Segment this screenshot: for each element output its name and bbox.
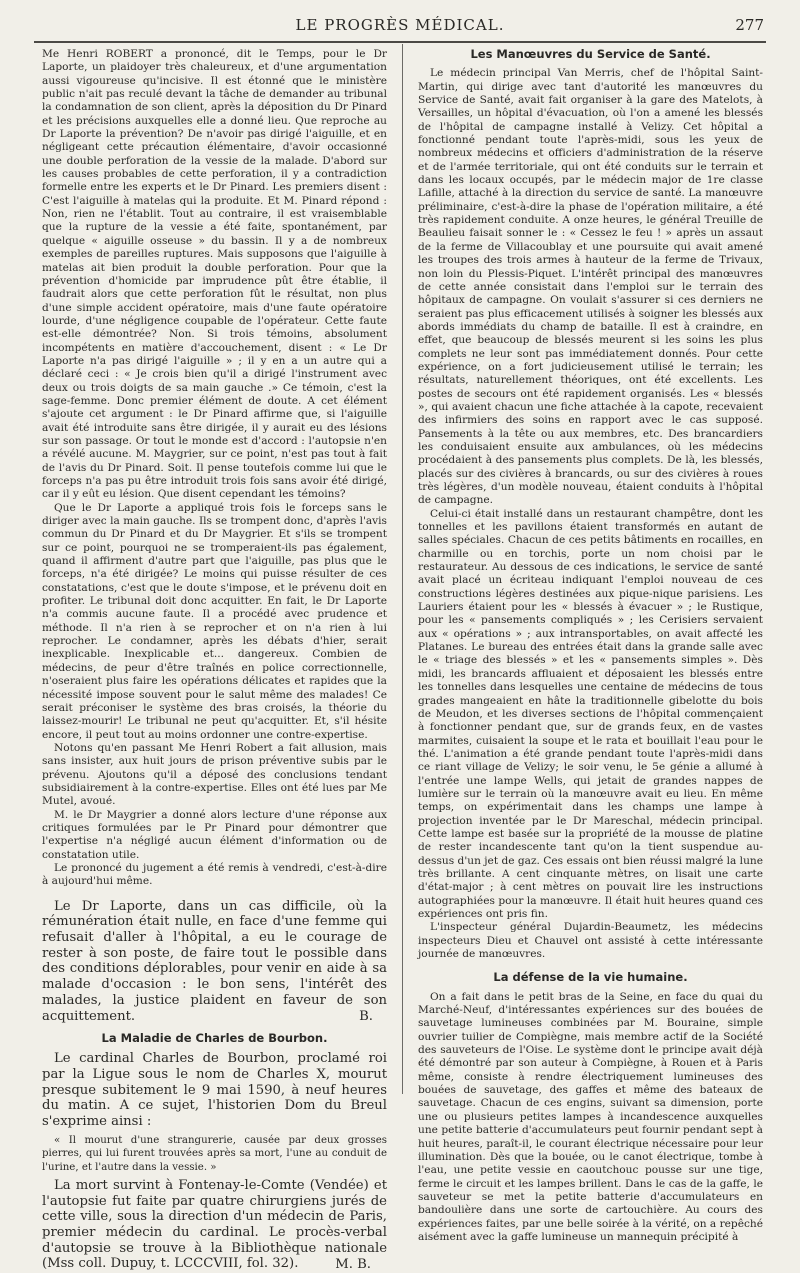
paragraph: Notons qu'en passant Me Henri Robert a fait allusion, mais sans insister, aux huit jours de prison préventive subis par le prévenu. Ajoutons qu'il a déposé des conclusions tendant subsidiairement à la contre-expertise. Elles ont été lues par Me Mutel, avoué. — [42, 741, 387, 808]
paragraph: Le cardinal Charles de Bourbon, proclamé roi par la Ligue sous le nom de Charles X, mourut presque subitement le 9 mai 1590, à neuf heures du matin. A ce sujet, l'historien Dom du Breul s'exprime ainsi : — [42, 1051, 387, 1130]
quotation: « Il mourut d'une strangurerie, causée par deux grosses pierres, qui lui furent trouvées après sa mort, l'une au conduit de l'urine, et l'autre dans la vessie. » — [42, 1134, 387, 1173]
journal-title: LE PROGRÈS MÉDICAL. — [295, 16, 505, 34]
header-rule — [34, 41, 766, 43]
section-heading: La Maladie de Charles de Bourbon. — [101, 1030, 328, 1045]
page-header — [30, 12, 770, 42]
paragraph: M. le Dr Maygrier a donné alors lecture d'une réponse aux critiques formulées par le Pr Pinard pour démontrer que l'expertise n'a négligé aucun élément d'information ou de constatation utile. — [42, 808, 387, 861]
paragraph: Le prononcé du jugement a été remis à vendredi, c'est-à-dire à aujourd'hui même. — [42, 861, 387, 888]
page-number: 277 — [735, 16, 764, 34]
conclusion-paragraph: Le Dr Laporte, dans un cas difficile, où la rémunération était nulle, en face d'une femme qui refusait d'aller à l'hôpital, a eu le courage de rester à son poste, de faire tout le possible dans des conditions déplorables, pour venir en aide à sa malade d'occasion : le bon sens, l'intérêt des malades, la justice plaident en faveur de son acquittement. — [42, 898, 387, 1024]
paragraph: Que le Dr Laporte a appliqué trois fois le forceps sans le diriger avec la main gauche. Ils se trompent donc, d'après l'avis commun du Dr Pinard et du Dr Maygrier. Et s'ils se trompent sur ce point, pourquoi ne se tromperaient-ils pas également, quand il affirment d'autre part que l'aiguille, pas plus que le forceps, n'a été dirigée? Le moins qui puisse résulter de ces constatations, c'est que le doute s'impose, et le prévenu doit en profiter. Le tribunal doit donc acquitter. En fait, le Dr Laporte n'a commis aucune faute. Il a procédé avec prudence et méthode. Il n'a rien à se reprocher et on n'a rien à lui reprocher. Le condamner, après les débats d'hier, serait inexplicable. Inexplicable et... dangereux. Combien de médecins, de peur d'être traînés en police correctionnelle, n'oseraient plus faire les opérations délicates et rapides que la nécessité impose souvent pour le salut même des malades! Ce serait préconiser le système des bras croisés, la théorie du laissez-mourir! Le tribunal ne peut qu'acquitter. Et, s'il hésite encore, il peut tout au moins ordonner une contre-expertise. — [42, 501, 387, 741]
paragraph: L'inspecteur général Dujardin-Beaumetz, les médecins inspecteurs Dieu et Chauvel ont assisté à cette intéressante journée de manœuvres. — [418, 921, 763, 961]
paragraph: Celui-ci était installé dans un restaurant champêtre, dont les tonnelles et les pavillons étaient transformés en autant de salles spéciales. Chacun de ces petits bâtiments en rocailles, en charmille ou en torchis, porte un nom choisi par le restaurateur. Au dessous de ces indications, le service de santé avait placé un écriteau indiquant l'emploi nouveau de ces constructions légères destinées aux pique-nique parisiens. Les Lauriers étaient pour les « blessés à évacuer » ; le Rustique, pour les « pansements compliqués » ; les Cerisiers servaient aux « opérations » ; aux intransportables, on avait affecté les Platanes. Le bureau des entrées était dans la grande salle avec le « triage des blessés » et les « pansements simples ». Dès midi, les brancards affluaient et déposaient les blessés entre les tonnelles dans lesquelles une centaine de médecins de tous grades mangeaient en hâte la traditionnelle gibelotte du bois de Meudon, et les diverses sections de l'hôpital commençaient à fonctionner pendant que, sur de grands feux, en de vastes marmites, cuisaient la soupe et le rata et bouillait l'eau pour le thé. L'animation a été grande pendant toute l'après-midi dans ce riant village de Velizy; le soir venu, le 5e génie a allumé à l'entrée une lampe Wells, qui jetait de grandes nappes de lumière sur le terrain où la manœuvre avait eu lieu. En même temps, on expérimentait dans les champs une lampe à projection inventée par le Dr Mareschal, médecin principal. Cette lampe est basée sur la propriété de la mousse de platine de rester incandescente tant qu'on la tient suspendue au-dessus d'un jet de gaz. Ces essais ont bien réussi malgré la lune très brillante. A cent cinquante mètres, on lisait une carte d'état-major ; à cent mètres on pouvait lire les instructions autographiées pour la manœuvre. Il était huit heures quand ces expériences ont pris fin. — [418, 507, 763, 920]
paragraph: La mort survint à Fontenay-le-Comte (Vendée) et l'autopsie fut faite par quatre chirurgiens jurés de cette ville, sous la direction d'un médecin de Paris, premier médecin du cardinal. Le procès-verbal d'autopsie se trouve à la Bibliothèque nationale (Mss coll. Dupuy, t. LCCCVIII, fol. 32). — [42, 1177, 387, 1272]
right-column — [418, 48, 763, 1244]
column-divider — [402, 44, 403, 1094]
signature: B. — [359, 1009, 373, 1025]
paragraph: On a fait dans le petit bras de la Seine, en face du quai du Marché-Neuf, d'intéressantes expériences sur des bouées de sauvetage lumineuses combinées par M. Bouraine, simple ouvrier tuilier de Compiègne, mais membre actif de la Société des sauveteurs de l'Oise. Le système dont le principe avait déjà été démontré par son auteur à Compiègne, à Rouen et à Paris même, consiste à rendre électriquement lumineuses des bouées de sauvetage, des gaffes et même des bateaux de sauvetage. Chacun de ces engins, suivant sa dimension, porte une ou plusieurs petites lampes à incandescence auxquelles une petite batterie d'accumulateurs peut fournir pendant sept à huit heures, paraît-il, le courant électrique nécessaire pour leur illumination. Dès que la bouée, ou le canot électrique, tombe à l'eau, une petite vessie en caoutchouc pousse sur une tige, ferme le circuit et les lampes brillent. Dans le cas de la gaffe, le sauveteur se met la petite batterie d'accumulateurs en bandoulière dans une sorte de cartouchière. Au cours des expériences faites, par une belle soirée à la vérité, on a repêché aisément avec la gaffe lumineuse un mannequin précipité à — [418, 990, 764, 1243]
signature: M. B. — [335, 1257, 371, 1273]
section-heading: Les Manœuvres du Service de Santé. — [470, 47, 711, 61]
paragraph: Le médecin principal Van Merris, chef de l'hôpital Saint-Martin, qui dirige avec tant d'autorité les manœuvres du Service de Santé, avait fait organiser à la gare des Matelots, à Versailles, un hôpital d'évacuation, où l'on a amené les blessés de l'hôpital de campagne installé à Velizy. Cet hôpital a fonctionné pendant toute l'après-midi, sous les yeux de nombreux médecins et officiers d'administration de la réserve et de l'armée territoriale, qui ont été conduits sur le terrain et dans les locaux occupés, par le médecin major de 1re classe Lafille, attaché à la direction du service de santé. La manœuvre préliminaire, c'est-à-dire la phase de l'opération militaire, a été très rapidement conduite. A onze heures, le général Treuille de Beaulieu faisait sonner le : « Cessez le feu ! » après un assaut de la ferme de Villacoublay et une poursuite qui avait amené les troupes des trois armes à hauteur de la ferme de Trivaux, non loin du Plessis-Piquet. L'intérêt principal des manœuvres de cette année consistait dans l'emploi sur le terrain des hôpitaux de campagne. On voulait s'assurer si ces derniers ne seraient pas plus efficacement utilisés à soigner les blessés aux abords immédiats du champ de bataille. Il est à craindre, en effet, que beaucoup de blessés meurent si les soins les plus complets ne leur sont pas immédiatement donnés. Pour cette expérience, on a fort judicieusement utilisé le terrain; les résultats, naturellement théoriques, ont été excellents. Les postes de secours ont été rapidement organisés. Les « blessés », qui avaient chacun une fiche attachée à la capote, recevaient des infirmiers des soins en rapport avec le cas supposé. Pansements à la tête ou aux membres, etc. Des brancardiers les conduisaient ensuite aux ambulances, où les médecins procédaient à des pansements plus complets. De là, les blessés, placés sur des civières à brancards, ou sur des civières à roues très légères, d'un modèle nouveau, étaient conduits à l'hôpital de campagne. — [418, 67, 763, 507]
paragraph: Me Henri ROBERT a prononcé, dit le Temps, pour le Dr Laporte, un plaidoyer très chaleureux, et d'une argumentation aussi vigoureuse qu'incisive. Il est étonné que le ministère public n'ait pas reculé devant la tâche de demander au tribunal la condamnation de son client, après la déposition du Dr Pinard et les précisions auxquelles elle a donné lieu. Que reproche au Dr Laporte la prévention? De n'avoir pas dirigé l'aiguille, et en négligeant cette précaution élémentaire, d'avoir occasionné une double perforation de la vessie de la malade. D'abord sur les causes probables de cette perforation, il y a contradiction formelle entre les experts et le Dr Pinard. Les premiers disent : C'est l'aiguille à matelas qui la produite. Et M. Pinard répond : Non, rien ne l'établit. Tout au contraire, il est vraisemblable que la rupture de la vessie a été faite, spontanément, par quelque « aiguille osseuse » du bassin. Il y a de nombreux exemples de pareilles ruptures. Mais supposons que l'aiguille à matelas ait bien produit la double perforation. Pour que la prévention d'homicide par imprudence pût être établie, il faudrait alors que cette perforation fût le résultat, non plus d'une simple accident opératoire, mais d'une faute opératoire lourde, d'une négligence coupable de l'opérateur. Cette faute est-elle démontrée? Non. Si trois témoins, absolument incompétents en matière d'accouchement, disent : « Le Dr Laporte n'a pas dirigé l'aiguille » ; il y en a un autre qui a déclaré ceci : « Je crois bien qu'il a dirigé l'instrument avec deux ou trois doigts de sa main gauche .» Ce témoin, c'est la sage-femme. Donc premier élément de doute. A cet élément s'ajoute cet argument : le Dr Pinard affirme que, si l'aiguille avait été introduite sans être dirigée, il y aurait eu des lésions sur son passage. Or tout le monde est d'accord : l'autopsie n'en a révélé aucune. M. Maygrier, sur ce point, n'est pas tout à fait de l'avis du Dr Pinard. Soit. Il pense toutefois comme lui que le forceps n'a pas pu être introduit trois fois sans avoir été dirigé, car il y eût eu lésion. Que disent cependant les témoins? — [42, 48, 387, 501]
left-column — [42, 48, 387, 1273]
section-heading: La défense de la vie humaine. — [493, 970, 688, 985]
